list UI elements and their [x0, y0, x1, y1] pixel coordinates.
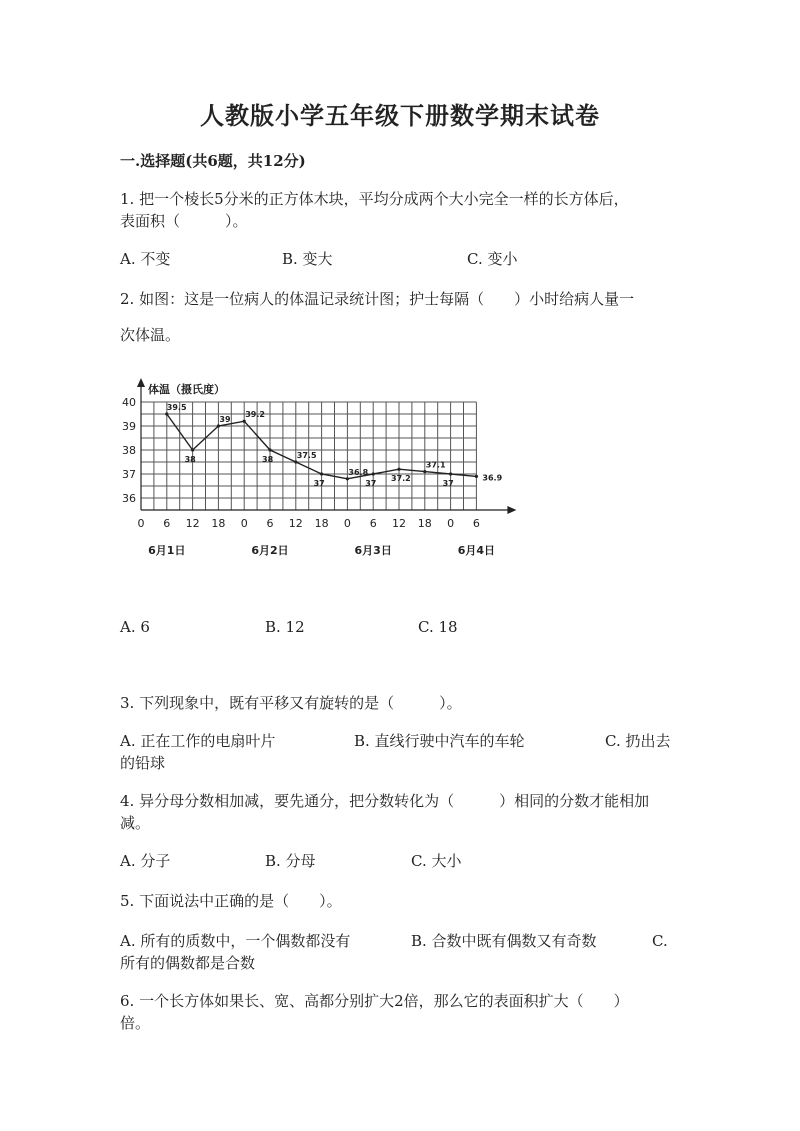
question-5-option-c: C. [652, 932, 668, 950]
question-1-option-b: B. 变大 [282, 250, 333, 268]
data-point [243, 420, 246, 423]
y-tick-label: 37 [122, 468, 136, 481]
temperature-line-chart [118, 376, 528, 566]
y-tick-label: 36 [122, 492, 136, 505]
data-point [372, 472, 375, 475]
x-tick-label: 12 [288, 517, 303, 530]
data-point [346, 477, 349, 480]
day-label: 6月2日 [251, 544, 289, 557]
data-label: 38 [184, 455, 196, 464]
question-2-line-1: 2. 如图：这是一位病人的体温记录统计图；护士每隔（ ）小时给病人量一 [120, 290, 635, 308]
question-3-option-b: B. 直线行驶中汽车的车轮 [354, 732, 525, 750]
question-5-option-a: A. 所有的质数中，一个偶数都没有 [120, 932, 351, 950]
data-label: 36.8 [348, 467, 369, 477]
data-point [449, 472, 452, 475]
day-label: 6月3日 [354, 544, 392, 557]
question-1-option-a: A. 不变 [120, 250, 171, 268]
data-point [294, 460, 297, 463]
x-tick-label: 18 [314, 517, 329, 530]
x-tick-label: 18 [417, 517, 432, 530]
data-label: 37.2 [391, 474, 411, 484]
data-point [475, 475, 478, 478]
x-axis-arrow [507, 506, 516, 514]
question-2-option-c: C. 18 [418, 618, 458, 636]
question-4-option-a: A. 分子 [120, 852, 171, 870]
x-tick-label: 12 [185, 517, 200, 530]
data-point [397, 468, 400, 471]
question-6-line-2: 倍。 [120, 1014, 151, 1032]
data-label: 37.5 [296, 451, 317, 460]
x-tick-label: 6 [472, 517, 480, 530]
question-1-line-1: 1. 把一个棱长5分米的正方体木块，平均分成两个大小完全一样的长方体后， [120, 190, 629, 208]
y-tick-label: 38 [122, 444, 136, 457]
day-label: 6月1日 [148, 544, 186, 557]
question-4-option-c: C. 大小 [411, 852, 462, 870]
x-tick-label: 0 [343, 517, 351, 530]
question-1-option-c: C. 变小 [467, 250, 518, 268]
x-tick-label: 0 [137, 517, 145, 530]
x-tick-label: 12 [392, 517, 406, 530]
x-tick-label: 18 [211, 517, 226, 530]
section-heading: 一.选择题(共6题，共12分) [120, 152, 306, 170]
data-point [191, 448, 194, 451]
question-3-option-c: C. 扔出去 [605, 732, 671, 750]
question-3-option-c-continued: 的铅球 [120, 754, 166, 772]
day-label: 6月4日 [457, 544, 496, 557]
data-label: 36.9 [482, 473, 503, 483]
x-tick-label: 6 [369, 517, 377, 530]
question-2-option-b: B. 12 [265, 618, 305, 636]
data-label: 37 [365, 479, 377, 488]
x-tick-label: 6 [266, 517, 274, 530]
question-4-line-1: 4. 异分母分数相加减，要先通分，把分数转化为（ ）相同的分数才能相加 [120, 792, 650, 810]
question-4-line-2: 减。 [120, 814, 151, 832]
data-point [268, 448, 271, 451]
page-title: 人教版小学五年级下册数学期末试卷 [200, 101, 600, 130]
data-label: 37 [313, 479, 325, 488]
question-2-option-a: A. 6 [120, 618, 150, 636]
x-tick-label: 0 [240, 517, 248, 530]
question-5-line-1: 5. 下面说法中正确的是（ ）。 [120, 892, 342, 910]
question-2-line-2: 次体温。 [120, 326, 181, 344]
question-1-line-2: 表面积（ ）。 [120, 212, 248, 230]
y-tick-label: 39 [122, 420, 136, 433]
data-point [217, 424, 220, 427]
question-4-option-b: B. 分母 [265, 852, 316, 870]
question-3-line-1: 3. 下列现象中，既有平移又有旋转的是（ ）。 [120, 694, 462, 712]
data-point [165, 412, 168, 415]
y-tick-label: 40 [122, 396, 136, 409]
question-5-option-c-continued: 所有的偶数都是合数 [120, 954, 256, 972]
y-axis-title: 体温（摄氏度） [148, 383, 225, 396]
data-point [423, 470, 426, 473]
data-label: 37 [442, 479, 454, 488]
data-label: 37.1 [425, 460, 446, 470]
x-tick-label: 6 [163, 517, 171, 530]
data-label: 39.5 [166, 403, 187, 412]
x-tick-label: 0 [447, 517, 455, 530]
data-label: 38 [262, 455, 274, 464]
data-label: 39.2 [245, 410, 265, 420]
question-3-option-a: A. 正在工作的电扇叶片 [120, 732, 276, 750]
data-point [320, 472, 323, 475]
y-axis-arrow [137, 378, 145, 387]
data-label: 39 [219, 415, 231, 424]
question-6-line-1: 6. 一个长方体如果长、宽、高都分别扩大2倍，那么它的表面积扩大（ ） [120, 992, 629, 1010]
question-5-option-b: B. 合数中既有偶数又有奇数 [411, 932, 597, 950]
